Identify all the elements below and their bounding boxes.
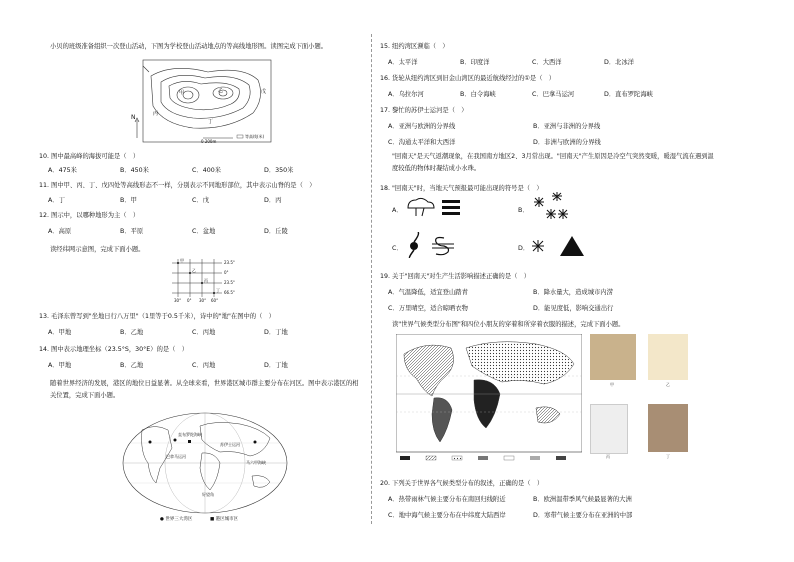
label-malacca: 马六甲海峡: [246, 460, 266, 465]
latlon-grid: [160, 255, 240, 305]
weather-symbol-c: [404, 232, 464, 258]
column-divider: [371, 34, 372, 524]
q17-options-row2: [388, 137, 678, 146]
q13-stem: 13. 毛泽东曾写到"坐地日行八万里"（1里等于0.5千米），诗中的"地"在图中的（ ）: [39, 313, 275, 320]
contour-legend: 等高线(米): [245, 134, 265, 139]
q16-opt-d[interactable]: D．直布罗陀海峡: [604, 91, 653, 98]
label-cape: 好望角: [202, 492, 214, 497]
intro-climate: 读"世界气候类型分布图"和四位小朋友的穿着和所穿着衣服的描述，完成下面小题。: [392, 321, 625, 328]
q12-stem: 12. 图示中，以哪种地形为主（ ）: [39, 212, 140, 219]
label-bing: 丙: [153, 111, 159, 117]
q20-options-row2: [388, 510, 678, 519]
q17-opt-a[interactable]: A．亚洲与欧洲的分界线: [388, 123, 456, 130]
lon-label-1: 30°: [174, 298, 182, 303]
q15-opt-c[interactable]: C．大西洋: [532, 59, 562, 66]
lat-label-4: 66.5°: [224, 290, 235, 295]
q16-opt-a[interactable]: A．乌拉尔河: [388, 91, 424, 98]
q17-opt-b[interactable]: B．亚洲与非洲的分界线: [533, 123, 601, 130]
q10-opt-d[interactable]: D．350米: [264, 167, 294, 174]
q10-opt-b[interactable]: B．450米: [120, 167, 149, 174]
q18-opt-a[interactable]: A．: [392, 207, 403, 214]
lon-label-4: 60°: [211, 298, 219, 303]
bay-legend-2: ■ 港区城市区: [210, 517, 239, 522]
q12-opt-a[interactable]: A．高原: [48, 228, 72, 235]
photo-ding-cap: 丁: [666, 454, 670, 459]
q18-opt-c[interactable]: C．: [392, 245, 403, 252]
photo-jia: [590, 334, 636, 380]
q14-stem: 14. 图中表示地理坐标（23.5°S，30°E）的是（ ）: [39, 346, 189, 353]
lon-label-3: 30°: [199, 298, 207, 303]
q12-opt-b[interactable]: B．平原: [120, 228, 144, 235]
q15-options: [388, 57, 676, 66]
label-panama: 巴拿马运河: [166, 454, 186, 459]
q19-options-row2: [388, 303, 678, 312]
q14-options: [48, 360, 336, 369]
label-jia: 甲: [179, 90, 185, 96]
q11-opt-b[interactable]: B．甲: [120, 197, 137, 204]
q17-stem: 17. 黎忙的苏伊士运河是（ ）: [380, 107, 468, 114]
photo-jia-cap: 甲: [610, 382, 614, 387]
lat-label-2: 0°: [224, 270, 229, 275]
q11-opt-a[interactable]: A．丁: [48, 197, 65, 204]
q19-options-row1: [388, 287, 678, 296]
weather-symbol-b: [530, 192, 570, 222]
q16-stem: 16. 货轮从纽约湾区到旧金山湾区的最近航线经过的①是（ ）: [380, 75, 556, 82]
q14-opt-a[interactable]: A．甲地: [48, 362, 72, 369]
q10-opt-c[interactable]: C．400米: [192, 167, 222, 174]
lat-label-1: 23.5°: [224, 260, 235, 265]
photo-ding: [648, 404, 688, 452]
q15-stem: 15. 纽约湾区濒临（ ）: [380, 43, 449, 50]
q17-opt-d[interactable]: D．非洲与欧洲的分界线: [533, 139, 601, 146]
lon-label-2: 0°: [187, 298, 192, 303]
q20-opt-c[interactable]: C．地中海气候主要分布在中纬度大陆西岸: [388, 512, 506, 519]
q10-opt-a[interactable]: A．475米: [48, 167, 77, 174]
contour-map: [133, 58, 283, 148]
q19-opt-c[interactable]: C．万里晴空，适合晾晒衣物: [388, 305, 468, 312]
q17-options-row1: [388, 121, 678, 130]
label-gibraltar: 直布罗陀海峡: [178, 432, 202, 437]
q14-opt-b[interactable]: B．乙地: [120, 362, 144, 369]
q19-opt-a[interactable]: A．气温降低，适宜登山踏青: [388, 289, 468, 296]
q10-stem: 10. 图中最高峰的海拔可能是（ ）: [39, 153, 140, 160]
q13-opt-d[interactable]: D．丁地: [264, 329, 288, 336]
q15-opt-a[interactable]: A．太平洋: [388, 59, 418, 66]
q20-opt-d[interactable]: D．寒带气候主要分布在亚洲的中部: [533, 512, 633, 519]
photo-yi: [648, 334, 688, 380]
q13-opt-c[interactable]: C．丙地: [192, 329, 216, 336]
intro-huinantian: "回南天"是天气返潮现象，在我国南方地区2、3月常出现。"回南天"产生原因是冷空气突然变暖，暖湿气流在遇到温度较低的物体时凝结成小水珠。: [392, 153, 714, 172]
intro-contour: 小贝的班级准备组织一次登山活动，下图为学校登山活动地点的等高线地形图。读图完成下面小题。: [50, 43, 328, 50]
q12-opt-c[interactable]: C．盆地: [192, 228, 216, 235]
q11-stem: 11. 图中甲、丙、丁、戊四处等高线形态不一样，分别表示不同地形部位，其中表示山脊的是（ ）: [39, 182, 316, 189]
q11-opt-d[interactable]: D．丙: [264, 197, 282, 204]
world-map-bay: [120, 408, 290, 518]
photo-yi-cap: 乙: [666, 382, 670, 387]
q16-opt-c[interactable]: C．巴拿马运河: [532, 91, 575, 98]
lat-label-3: 23.5°: [224, 280, 235, 285]
q20-opt-a[interactable]: A．热带雨林气候主要分布在南回归线附近: [388, 496, 506, 503]
q16-options: [388, 89, 676, 98]
q18-opt-d[interactable]: D．: [518, 245, 530, 252]
scale-label: 0 200m: [201, 139, 217, 144]
point-yi: 乙: [192, 268, 196, 273]
q20-opt-b[interactable]: B．欧洲温带季风气候最显著的大洲: [533, 496, 632, 503]
q13-opt-a[interactable]: A．甲地: [48, 329, 72, 336]
q11-opt-c[interactable]: C．戊: [192, 197, 209, 204]
point-jia: 甲: [180, 258, 184, 263]
q19-opt-b[interactable]: B．降水量大，造成城市内涝: [533, 289, 613, 296]
point-ding: 丁: [216, 288, 220, 293]
q19-opt-d[interactable]: D．能见度低，影响交通出行: [533, 305, 614, 312]
q20-stem: 20. 下列关于世界各气候类型分布的叙述，正确的是（ ）: [380, 480, 544, 487]
q17-opt-c[interactable]: C．沟通太平洋和大西洋: [388, 139, 456, 146]
q16-opt-b[interactable]: B．白令海峡: [460, 91, 496, 98]
q19-stem: 19. 关于"回南天"对生产生活影响描述正确的是（ ）: [380, 273, 531, 280]
q13-opt-b[interactable]: B．乙地: [120, 329, 144, 336]
q15-opt-d[interactable]: D．北冰洋: [604, 59, 635, 66]
weather-symbol-d: [530, 234, 590, 258]
q14-opt-c[interactable]: C．丙地: [192, 362, 216, 369]
q14-opt-d[interactable]: D．丁地: [264, 362, 288, 369]
label-ding: 丁: [208, 119, 214, 125]
q12-options: [48, 226, 336, 235]
q18-opt-b[interactable]: B．: [518, 207, 529, 214]
intro-grid: 读经纬网示意图，完成下面小题。: [50, 246, 145, 253]
q15-opt-b[interactable]: B．印度洋: [460, 59, 490, 66]
weather-symbol-a: [404, 196, 464, 220]
q10-options: [48, 165, 336, 174]
bay-legend-1: ● 世界三大湾区: [160, 517, 193, 522]
label-wu: 戊: [261, 89, 267, 95]
q13-options: [48, 327, 336, 336]
q12-opt-d[interactable]: D．丘陵: [264, 228, 288, 235]
climate-map: [396, 334, 582, 468]
photo-bing: [590, 404, 628, 454]
label-yi: 乙: [218, 88, 224, 94]
intro-bay: 随着世界经济的发展，港区的地位日益显著。从全球来看，世界港区城市群主要分布在河区。图中表示港区的相关位置，完成下面小题。: [50, 380, 359, 399]
label-suez: 苏伊士运河: [220, 442, 240, 447]
q18-stem: 18. "回南天"时，当地天气预报最可能出现的符号是（ ）: [380, 185, 543, 192]
q11-options: [48, 195, 336, 204]
photo-bing-cap: 丙: [606, 454, 610, 459]
north-label: N: [131, 114, 136, 121]
point-bing: 丙: [204, 278, 208, 283]
q20-options-row1: [388, 494, 678, 503]
